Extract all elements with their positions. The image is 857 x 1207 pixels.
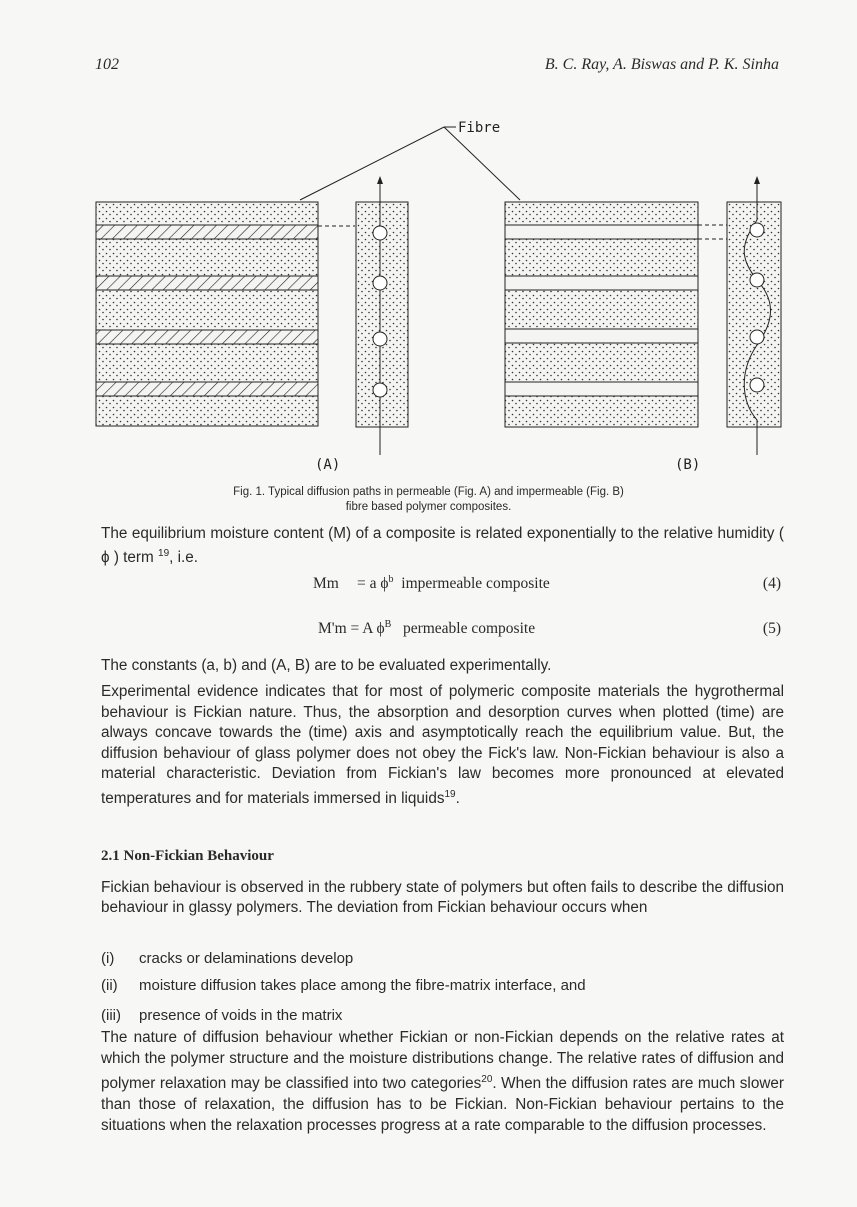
equation-number-4: (4)	[762, 575, 781, 592]
experimental-paragraph	[101, 682, 784, 810]
list-item	[101, 977, 586, 994]
equation-lhs: Mm	[313, 575, 339, 593]
list-text: presence of voids in the matrix	[139, 1007, 343, 1024]
intro-text: The equilibrium moisture content (M) of a composite is related exponentially to the relative humidity ( ϕ ) term	[101, 525, 784, 567]
equation-lhs: M'm	[318, 620, 347, 638]
figure-caption-line2: fibre based polymer composites.	[345, 501, 512, 513]
list-number: (ii)	[101, 977, 118, 994]
equation-5	[318, 619, 535, 638]
panel-b-laminate	[505, 202, 698, 427]
figure-caption-line1: Fig. 1. Typical diffusion paths in permeable (Fig. A) and impermeable (Fig. B)	[233, 486, 624, 498]
nonfickian-paragraph: Fickian behaviour is observed in the rubbery state of polymers but often fails to describe the diffusion behaviour in glassy polymers. The deviation from Fickian behaviour occurs when	[101, 879, 784, 916]
equation-rhs: = a ϕ	[357, 575, 389, 593]
label-b: (B)	[675, 457, 701, 473]
list-text: cracks or delaminations develop	[139, 950, 354, 967]
constants-paragraph: The constants (a, b) and (A, B) are to be evaluated experimentally.	[101, 657, 552, 674]
panel-a-laminate	[96, 202, 318, 426]
experimental-end: .	[455, 790, 460, 808]
experimental-text: Experimental evidence indicates that for most of polymeric composite materials the hygrothermal behaviour is Fickian nature. Thus, the absorption and desorption curves when plotted (time) are always concave towards the (time) axis and asymptotically reach the equilibrium value. But, the diffusion behaviour of glass polymer does not obey the Fick's law. Non-Fickian behaviour is also a material characteristic. Deviation from Fickian's law becomes more pronounced at elevated temperatures and for materials immersed in liquids	[101, 683, 784, 808]
citation: 19	[444, 788, 456, 800]
section-heading: 2.1 Non-Fickian Behaviour	[101, 848, 274, 864]
list-item	[101, 950, 353, 967]
running-header-authors: B. C. Ray, A. Biswas and P. K. Sinha	[544, 56, 779, 73]
final-text: The nature of diffusion behaviour whether Fickian or non-Fickian depends on the relative rates at which the polymer structure and the moisture distributions change. The relative rates of diffusion and polymer relaxation may be classified into two categories	[101, 1029, 784, 1093]
page-number: 102	[95, 56, 119, 73]
list-text: moisture diffusion takes place among the fibre-matrix interface, and	[139, 977, 586, 994]
citation: 19	[158, 548, 170, 559]
list-number: (i)	[101, 950, 115, 967]
citation: 20	[481, 1074, 493, 1085]
panel-b-strip	[698, 180, 781, 455]
panel-a-strip	[318, 180, 408, 455]
equation-exponent: B	[384, 619, 392, 630]
equation-desc: impermeable composite	[401, 575, 550, 593]
intro-text-end: , i.e.	[169, 549, 199, 567]
final-paragraph	[101, 1027, 784, 1136]
equation-exponent: b	[388, 574, 394, 585]
list-item	[101, 1007, 342, 1024]
fibre-label: Fibre	[458, 120, 501, 136]
fibre-leader-lines	[300, 127, 520, 200]
list-number: (iii)	[101, 1007, 121, 1024]
label-a: (A)	[315, 457, 341, 473]
equation-4	[313, 574, 550, 593]
final-text-end: . When the diffusion rates are much slower than those of relaxation, the diffusion has to be Fickian. Non-Fickian behaviour pertains to the situations when the relaxation processes progress at a rate comparable to the diffusion processes.	[101, 1075, 784, 1135]
equation-rhs: = A ϕ	[350, 620, 385, 638]
equation-number-5: (5)	[762, 620, 781, 637]
intro-paragraph	[101, 524, 784, 568]
equation-desc: permeable composite	[402, 620, 536, 638]
figure-diffusion-paths	[0, 0, 857, 480]
